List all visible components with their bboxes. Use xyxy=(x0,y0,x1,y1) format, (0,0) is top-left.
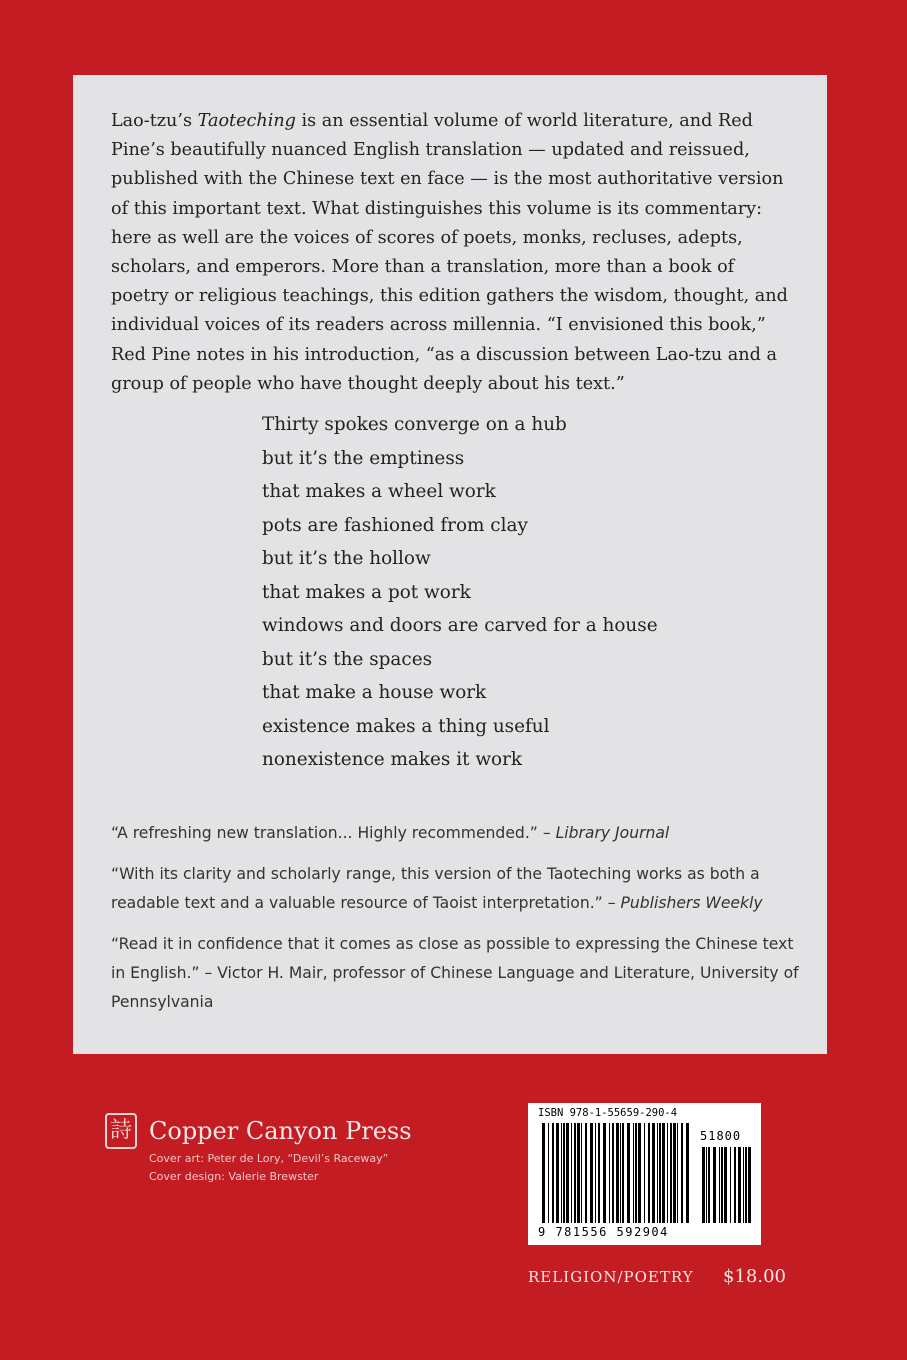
cover-art-credit: Cover art: Peter de Lory, “Devil’s Raceway” xyxy=(149,1152,389,1165)
description-paragraph: Lao-tzu’s Taoteching is an essential volume of world literature, and Red Pine’s beautifully nuanced English translation — updated and reissued, published with the Chinese text en face — is the most authoritative version of this important text. What distinguishes this volume is its commentary: here as well are the voices of scores of poets, monks, recluses, adepts, scholars, and emperors. More than a translation, more than a book of poetry or religious teachings, this edition gathers the wisdom, thought, and individual voices of its readers across millennia. “I envisioned this book,” Red Pine notes in his introduction, “as a discussion between Lao-tzu and a group of people who have thought deeply about his text.” xyxy=(111,111,788,394)
isbn-label: ISBN 978-1-55659-290-4 xyxy=(538,1107,678,1119)
publisher-name: Copper Canyon Press xyxy=(149,1117,412,1145)
ean-barcode-bars xyxy=(542,1123,692,1223)
cover-design-credit: Cover design: Valerie Brewster xyxy=(149,1170,319,1183)
poem-line: that make a house work xyxy=(262,682,487,703)
review-quote: “Read it in confidence that it comes as close as possible to expressing the Chinese text in English.” – Victor H. Mair, professor of Chinese Language and Literature, University of Pennsylvania xyxy=(111,935,799,1011)
poem-line: but it’s the emptiness xyxy=(262,447,465,469)
poem-line: but it’s the spaces xyxy=(262,648,433,670)
poem-line: nonexistence makes it work xyxy=(262,749,523,770)
review-quote: “A refreshing new translation... Highly recommended.” – Library Journal xyxy=(111,824,670,842)
poem-line: that makes a wheel work xyxy=(262,481,496,502)
review-quote: “With its clarity and scholarly range, this version of the Taoteching works as both a readable text and a valuable resource of Taoist interpretation.” – Publishers Weekly xyxy=(111,865,763,912)
poem-line: existence makes a thing useful xyxy=(262,715,550,737)
poem-line: windows and doors are carved for a house xyxy=(262,615,658,636)
poem-excerpt xyxy=(262,408,658,777)
back-cover-text-panel xyxy=(73,75,827,1054)
poem-line: Thirty spokes converge on a hub xyxy=(262,414,567,435)
price-code: 51800 xyxy=(700,1129,742,1143)
review-quotes xyxy=(111,819,801,1029)
poem-line: that makes a pot work xyxy=(262,581,471,603)
review-source: Publishers Weekly xyxy=(620,894,763,912)
poem-line: pots are fashioned from clay xyxy=(262,514,528,536)
review-source: Library Journal xyxy=(555,824,670,842)
price-addon-bars xyxy=(702,1147,752,1223)
poem-line: but it’s the hollow xyxy=(262,548,431,569)
price-label: $18.00 xyxy=(723,1266,786,1287)
isbn-barcode xyxy=(528,1103,761,1245)
book-title: Taoteching xyxy=(197,111,296,131)
category-label: RELIGION/POETRY xyxy=(528,1268,694,1286)
book-description xyxy=(111,107,791,399)
ean-digits: 9 781556 592904 xyxy=(538,1225,669,1239)
poetry-seal-icon: 詩 xyxy=(105,1113,137,1149)
